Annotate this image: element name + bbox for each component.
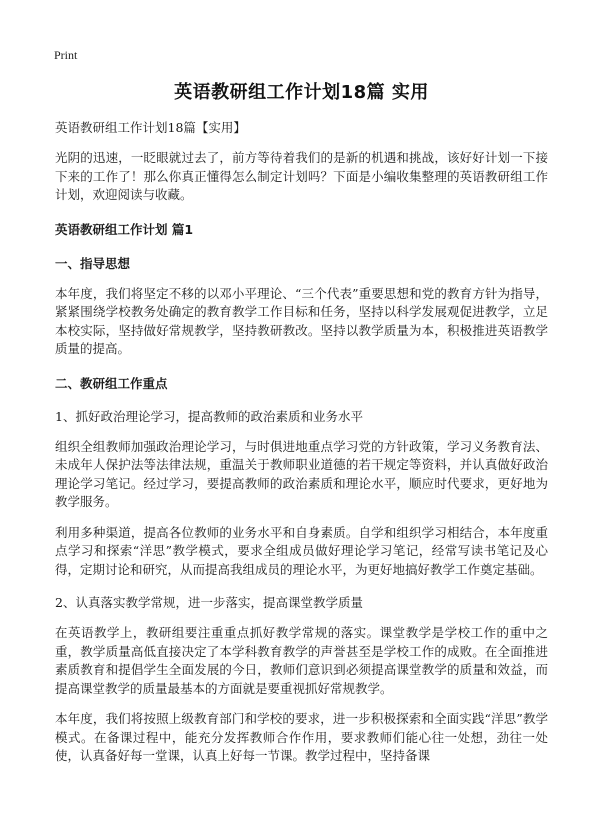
item1-paragraph-2: 利用多种渠道，提高各位教师的业务水平和自身素质。自学和组织学习相结合，本年度重点学习和探索“洋思”教学模式，要求全组成员做好理论学习笔记，经常写读书笔记及心得，定期讨论和研究，从而提高我组成员的理论水平，为更好地搞好教学工作奠定基础。 [55, 524, 548, 577]
section-title: 英语教研组工作计划 篇1 [55, 221, 194, 237]
item2-paragraph-2: 本年度，我们将按照上级教育部门和学校的要求，进一步积极探索和全面实践“洋思”教学模式。在备课过程中，能充分发挥教师合作作用，要求教师们能心往一处想，劲往一处使，认真备好每一堂课，认真上好每一节课。教学过程中，坚持备课 [55, 711, 548, 763]
item2-heading: 2、认真落实教学常规，进一步落实，提高课堂教学质量 [55, 595, 363, 610]
part1-paragraph: 本年度，我们将坚定不移的以邓小平理论、“三个代表”重要思想和党的教育方针为指导，紧紧围绕学校教务处确定的教育教学工作目标和任务，坚持以科学发展观促进教学，立足本校实际，坚持做好常规教学，坚持教研教改。坚持以教学质量为本，积极推进英语教学质量的提高。 [55, 285, 548, 356]
print-label[interactable]: Print [54, 48, 78, 62]
item1-paragraph-1: 组织全组教师加强政治理论学习，与时俱进地重点学习党的方针政策，学习义务教育法、未成年人保护法等法律法规，重温关于教师职业道德的若干规定等资料，并认真做好政治理论学习笔记。经过学习，要提高教师的政治素质和理论水平，顺应时代要求，更好地为教学服务。 [55, 438, 548, 509]
intro-paragraph: 光阴的迅速，一眨眼就过去了，前方等待着我们的是新的机遇和挑战，该好好计划一下接下来的工作了！那么你真正懂得怎么制定计划吗？下面是小编收集整理的英语教研组工作计划，欢迎阅读与收藏。 [55, 150, 548, 202]
document-subtitle: 英语教研组工作计划18篇【实用】 [55, 120, 246, 135]
item2-paragraph-1: 在英语教学上，教研组要注重重点抓好教学常规的落实。课堂教学是学校工作的重中之重，教学质量高低直接决定了本学科教育教学的声誉甚至是学校工作的成败。在全面推进素质教育和提倡学生全面发展的今日，教师们意识到必须提高课堂教学的质量和效益，而提高课堂教学的质量最基本的方面就是要重视抓好常规教学。 [55, 625, 548, 696]
part1-heading: 一、指导思想 [55, 255, 131, 271]
document-title: 英语教研组工作计划18篇 实用 [174, 82, 429, 103]
part2-heading: 二、教研组工作重点 [55, 375, 168, 391]
item1-heading: 1、抓好政治理论学习，提高教师的政治素质和业务水平 [55, 408, 363, 424]
